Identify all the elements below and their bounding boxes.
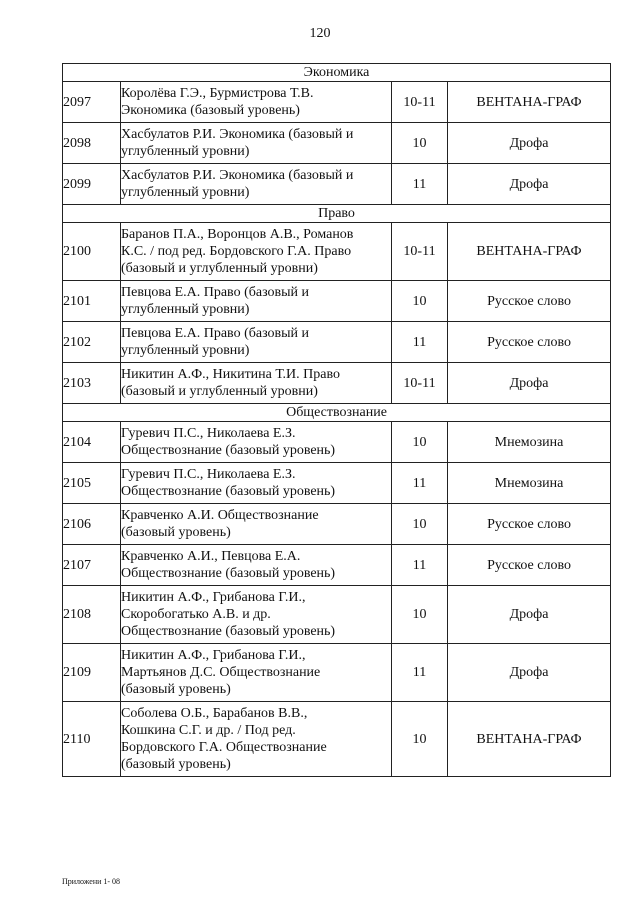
grade-level: 11 [392, 463, 448, 504]
publisher: Дрофа [448, 123, 611, 164]
book-title-line: Бордовского Г.А. Обществознание [121, 740, 327, 755]
section-header-row [63, 205, 611, 223]
section-title: Экономика [63, 64, 611, 82]
item-number: 2108 [63, 586, 121, 644]
table-row [63, 281, 611, 322]
book-title-line: (базовый уровень) [121, 525, 231, 540]
grade-level: 10 [392, 586, 448, 644]
book-title-line: Обществознание (базовый уровень) [121, 566, 336, 581]
grade-level: 10 [392, 702, 448, 777]
item-number: 2097 [63, 82, 121, 123]
book-title-line: Скоробогатько А.В. и др. [121, 607, 271, 622]
item-number: 2105 [63, 463, 121, 504]
book-title-line: Королёва Г.Э., Бурмистрова Т.В. [121, 86, 314, 101]
table-body [63, 64, 611, 777]
grade-level: 10-11 [392, 223, 448, 281]
table-row [63, 82, 611, 123]
grade-level: 11 [392, 322, 448, 363]
grade-level: 10-11 [392, 82, 448, 123]
table-row [63, 545, 611, 586]
grade-level: 11 [392, 164, 448, 205]
book-title [121, 164, 392, 205]
table-row [63, 702, 611, 777]
book-title-line: Певцова Е.А. Право (базовый и [121, 326, 310, 341]
grade-level: 10 [392, 281, 448, 322]
book-title-line: Гуревич П.С., Николаева Е.З. [121, 467, 296, 482]
grade-level: 10-11 [392, 363, 448, 404]
section-header-row [63, 64, 611, 82]
book-title-line: углубленный уровни) [121, 343, 250, 358]
page-number: 120 [309, 26, 331, 41]
book-title-line: Обществознание (базовый уровень) [121, 443, 336, 458]
book-title-line: Хасбулатов Р.И. Экономика (базовый и [121, 127, 354, 142]
book-title-line: углубленный уровни) [121, 302, 250, 317]
book-title [121, 363, 392, 404]
book-title-line: (базовый и углубленный уровни) [121, 261, 318, 276]
book-title [121, 281, 392, 322]
book-title-line: Гуревич П.С., Николаева Е.З. [121, 426, 296, 441]
item-number: 2104 [63, 422, 121, 463]
book-title-line: Кравченко А.И., Певцова Е.А. [121, 549, 301, 564]
table-row [63, 463, 611, 504]
grade-level: 11 [392, 644, 448, 702]
item-number: 2107 [63, 545, 121, 586]
book-title [121, 504, 392, 545]
table-row [63, 164, 611, 205]
book-title-line: Обществознание (базовый уровень) [121, 484, 336, 499]
publisher: Дрофа [448, 586, 611, 644]
publisher: Русское слово [448, 322, 611, 363]
book-title [121, 322, 392, 363]
book-title [121, 463, 392, 504]
table-row [63, 504, 611, 545]
book-title [121, 644, 392, 702]
grade-level: 10 [392, 422, 448, 463]
book-title [121, 422, 392, 463]
book-title-line: (базовый и углубленный уровни) [121, 384, 318, 399]
item-number: 2109 [63, 644, 121, 702]
book-title [121, 702, 392, 777]
grade-level: 10 [392, 504, 448, 545]
book-title [121, 123, 392, 164]
grade-level: 11 [392, 545, 448, 586]
publisher: Дрофа [448, 363, 611, 404]
publisher: Дрофа [448, 164, 611, 205]
book-title [121, 223, 392, 281]
item-number: 2101 [63, 281, 121, 322]
table-row [63, 644, 611, 702]
book-title-line: Экономика (базовый уровень) [121, 103, 300, 118]
book-title-line: углубленный уровни) [121, 144, 250, 159]
item-number: 2110 [63, 702, 121, 777]
table-row [63, 422, 611, 463]
book-title-line: Мартьянов Д.С. Обществознание [121, 665, 321, 680]
publisher: ВЕНТАНА-ГРАФ [448, 702, 611, 777]
item-number: 2103 [63, 363, 121, 404]
grade-level: 10 [392, 123, 448, 164]
publisher: ВЕНТАНА-ГРАФ [448, 223, 611, 281]
publisher: Русское слово [448, 504, 611, 545]
publisher: Русское слово [448, 545, 611, 586]
item-number: 2098 [63, 123, 121, 164]
publisher: ВЕНТАНА-ГРАФ [448, 82, 611, 123]
publisher: Мнемозина [448, 463, 611, 504]
table-row [63, 586, 611, 644]
book-title-line: Кошкина С.Г. и др. / Под ред. [121, 723, 296, 738]
section-title: Право [63, 205, 611, 223]
item-number: 2099 [63, 164, 121, 205]
book-title-line: К.С. / под ред. Бордовского Г.А. Право [121, 244, 352, 259]
table-row [63, 223, 611, 281]
publisher: Русское слово [448, 281, 611, 322]
table-row [63, 123, 611, 164]
book-title [121, 82, 392, 123]
book-title-line: Никитин А.Ф., Грибанова Г.И., [121, 590, 306, 605]
footer-note: Приложени 1- 08 [62, 877, 121, 886]
book-title-line: Баранов П.А., Воронцов А.В., Романов [121, 227, 354, 242]
book-title [121, 545, 392, 586]
item-number: 2102 [63, 322, 121, 363]
textbook-table [62, 63, 611, 777]
section-header-row [63, 404, 611, 422]
book-title-line: Соболева О.Б., Барабанов В.В., [121, 706, 308, 721]
table-row [63, 363, 611, 404]
publisher: Мнемозина [448, 422, 611, 463]
book-title-line: (базовый уровень) [121, 757, 231, 772]
book-title-line: Никитин А.Ф., Грибанова Г.И., [121, 648, 306, 663]
book-title-line: Певцова Е.А. Право (базовый и [121, 285, 310, 300]
table-row [63, 322, 611, 363]
book-title-line: Обществознание (базовый уровень) [121, 624, 336, 639]
book-title-line: (базовый уровень) [121, 682, 231, 697]
publisher: Дрофа [448, 644, 611, 702]
book-title [121, 586, 392, 644]
item-number: 2100 [63, 223, 121, 281]
book-title-line: Никитин А.Ф., Никитина Т.И. Право [121, 367, 340, 382]
book-title-line: Хасбулатов Р.И. Экономика (базовый и [121, 168, 354, 183]
section-title: Обществознание [63, 404, 611, 422]
item-number: 2106 [63, 504, 121, 545]
book-title-line: Кравченко А.И. Обществознание [121, 508, 319, 523]
book-title-line: углубленный уровни) [121, 185, 250, 200]
